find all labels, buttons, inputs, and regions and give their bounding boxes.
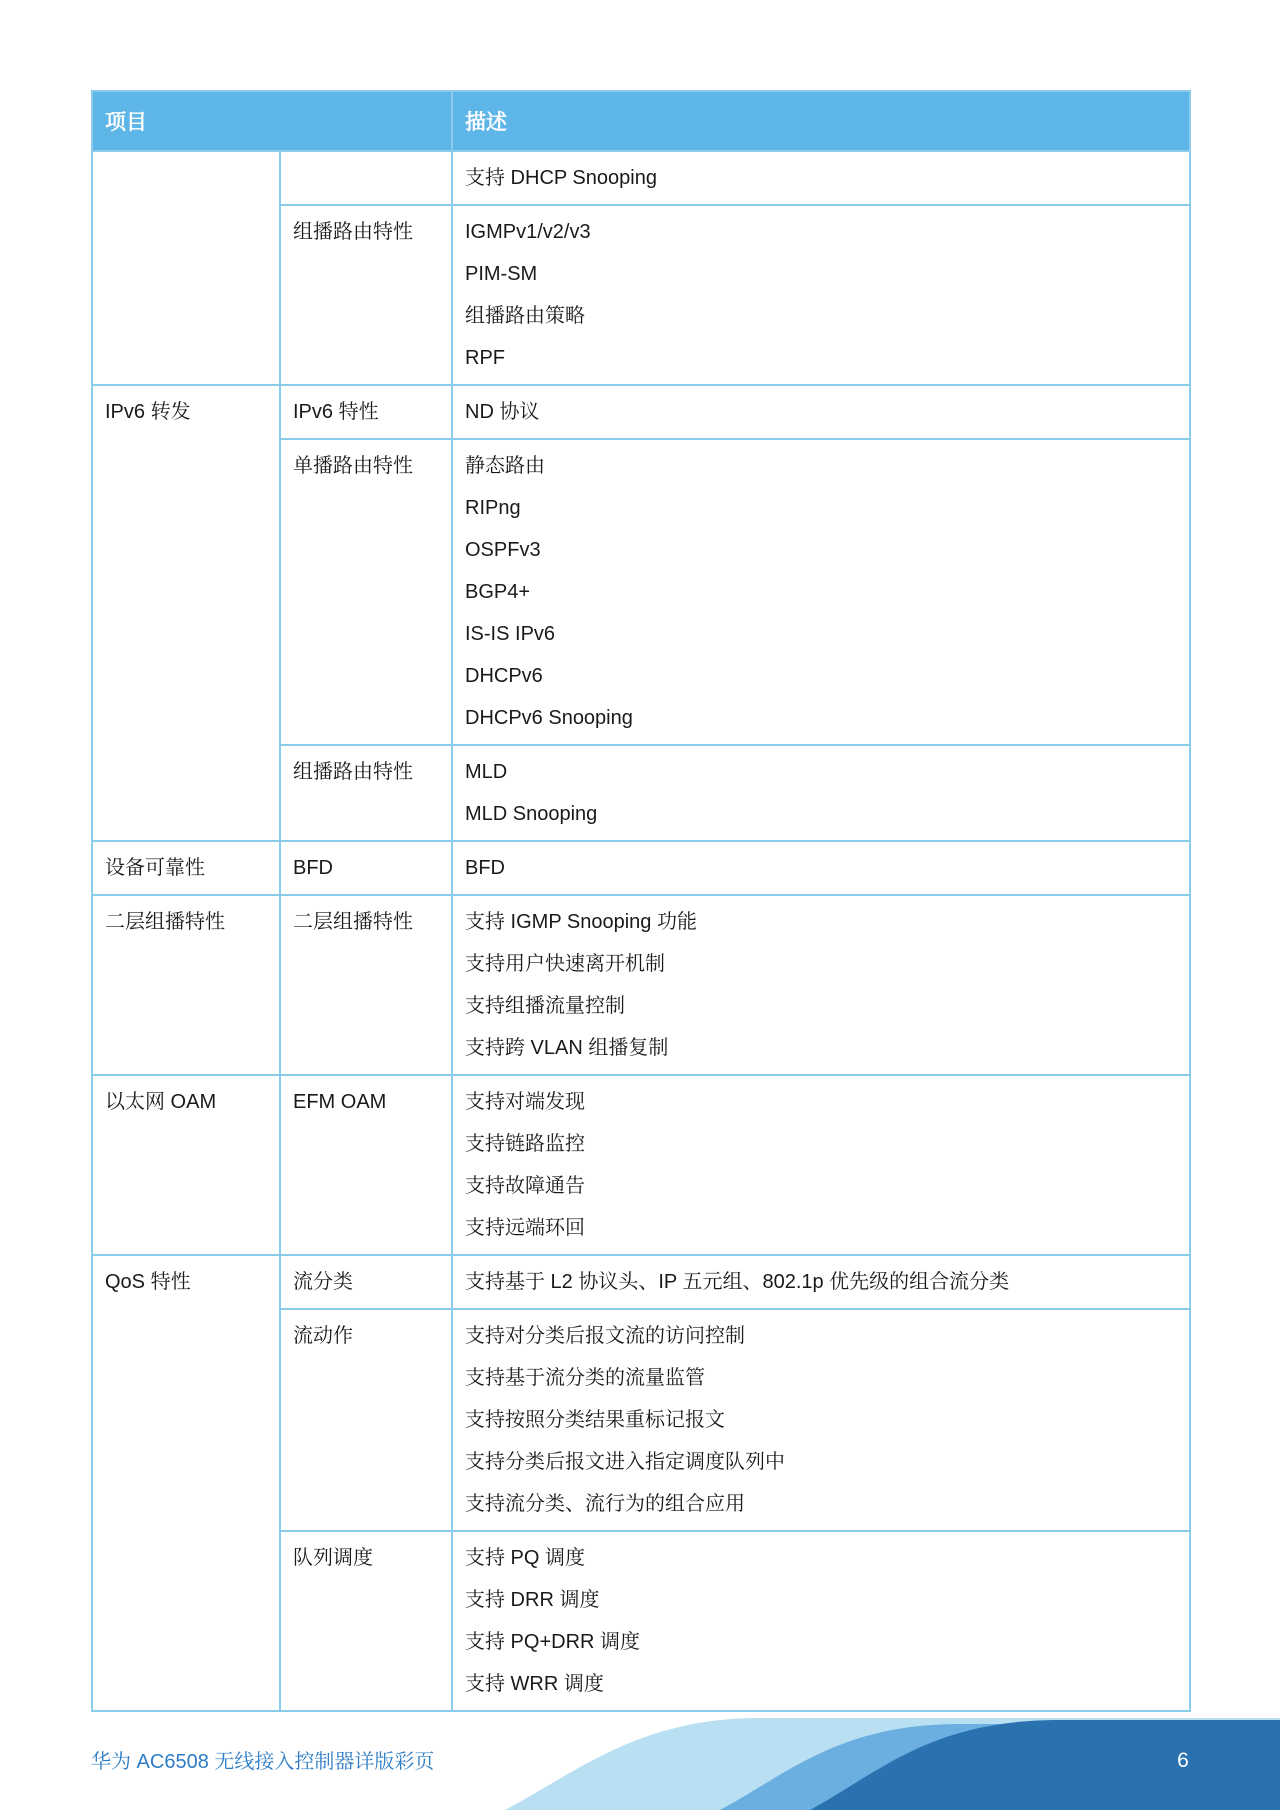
- description-item: 支持 DHCP Snooping: [465, 167, 657, 189]
- description-item: PIM-SM: [465, 263, 538, 285]
- description-item: 支持用户快速离开机制: [465, 953, 665, 975]
- description-item: 支持基于流分类的流量监管: [465, 1367, 705, 1389]
- subcategory-cell: 组播路由特性: [280, 205, 452, 385]
- footer-title: 华为 AC6508 无线接入控制器详版彩页: [91, 1751, 435, 1773]
- description-cell: [452, 151, 1190, 205]
- category-cell: QoS 特性: [92, 1255, 280, 1711]
- table-row: [92, 151, 1190, 205]
- description-item: 支持 WRR 调度: [465, 1673, 604, 1695]
- description-cell: [452, 745, 1190, 841]
- subcategory-cell: BFD: [280, 841, 452, 895]
- subcategory-cell: EFM OAM: [280, 1075, 452, 1255]
- description-item: 支持故障通告: [465, 1175, 585, 1197]
- subcategory-cell: 流动作: [280, 1309, 452, 1531]
- description-item: RPF: [465, 347, 505, 369]
- description-item: 支持 DRR 调度: [465, 1589, 600, 1611]
- description-item: 支持 PQ+DRR 调度: [465, 1631, 641, 1653]
- page-number: 6: [1177, 1749, 1189, 1772]
- category-cell: 以太网 OAM: [92, 1075, 280, 1255]
- description-item: 支持流分类、流行为的组合应用: [465, 1493, 745, 1515]
- subcategory-cell: [280, 151, 452, 205]
- description-item: RIPng: [465, 497, 521, 519]
- table-row: [92, 841, 1190, 895]
- description-item: OSPFv3: [465, 539, 541, 561]
- description-item: 支持对端发现: [465, 1091, 585, 1113]
- table-header-row: [92, 91, 1190, 151]
- table-row: [92, 385, 1190, 439]
- subcategory-cell: IPv6 特性: [280, 385, 452, 439]
- subcategory-cell: 流分类: [280, 1255, 452, 1309]
- description-item: 静态路由: [465, 455, 545, 477]
- description-item: 支持远端环回: [465, 1217, 585, 1239]
- description-cell: [452, 385, 1190, 439]
- description-item: 组播路由策略: [465, 305, 585, 327]
- header-item: 项目: [92, 91, 452, 151]
- description-cell: [452, 205, 1190, 385]
- category-cell: [92, 151, 280, 385]
- description-item: 支持 IGMP Snooping 功能: [465, 911, 697, 933]
- subcategory-cell: 二层组播特性: [280, 895, 452, 1075]
- description-cell: [452, 895, 1190, 1075]
- description-item: DHCPv6: [465, 665, 543, 687]
- description-cell: [452, 841, 1190, 895]
- header-description: 描述: [452, 91, 1190, 151]
- category-cell: IPv6 转发: [92, 385, 280, 841]
- description-item: DHCPv6 Snooping: [465, 707, 633, 729]
- description-item: 支持组播流量控制: [465, 995, 625, 1017]
- description-item: 支持按照分类结果重标记报文: [465, 1409, 725, 1431]
- spec-table: [91, 90, 1191, 1712]
- description-cell: [452, 439, 1190, 745]
- description-item: IGMPv1/v2/v3: [465, 221, 591, 243]
- description-item: MLD: [465, 761, 508, 783]
- subcategory-cell: 单播路由特性: [280, 439, 452, 745]
- description-item: 支持对分类后报文流的访问控制: [465, 1325, 745, 1347]
- description-item: BGP4+: [465, 581, 531, 603]
- description-cell: [452, 1075, 1190, 1255]
- table-row: [92, 1075, 1190, 1255]
- description-item: ND 协议: [465, 401, 540, 423]
- description-cell: [452, 1309, 1190, 1531]
- description-cell: [452, 1531, 1190, 1711]
- description-item: MLD Snooping: [465, 803, 598, 825]
- description-item: BFD: [465, 857, 505, 879]
- category-cell: 设备可靠性: [92, 841, 280, 895]
- subcategory-cell: 组播路由特性: [280, 745, 452, 841]
- description-item: 支持基于 L2 协议头、IP 五元组、802.1p 优先级的组合流分类: [465, 1271, 1010, 1293]
- table-row: [92, 1255, 1190, 1309]
- table-row: [92, 895, 1190, 1075]
- subcategory-cell: 队列调度: [280, 1531, 452, 1711]
- description-cell: [452, 1255, 1190, 1309]
- description-item: 支持跨 VLAN 组播复制: [465, 1037, 669, 1059]
- description-item: 支持 PQ 调度: [465, 1547, 586, 1569]
- description-item: 支持链路监控: [465, 1133, 585, 1155]
- category-cell: 二层组播特性: [92, 895, 280, 1075]
- description-item: 支持分类后报文进入指定调度队列中: [465, 1451, 785, 1473]
- description-item: IS-IS IPv6: [465, 623, 556, 645]
